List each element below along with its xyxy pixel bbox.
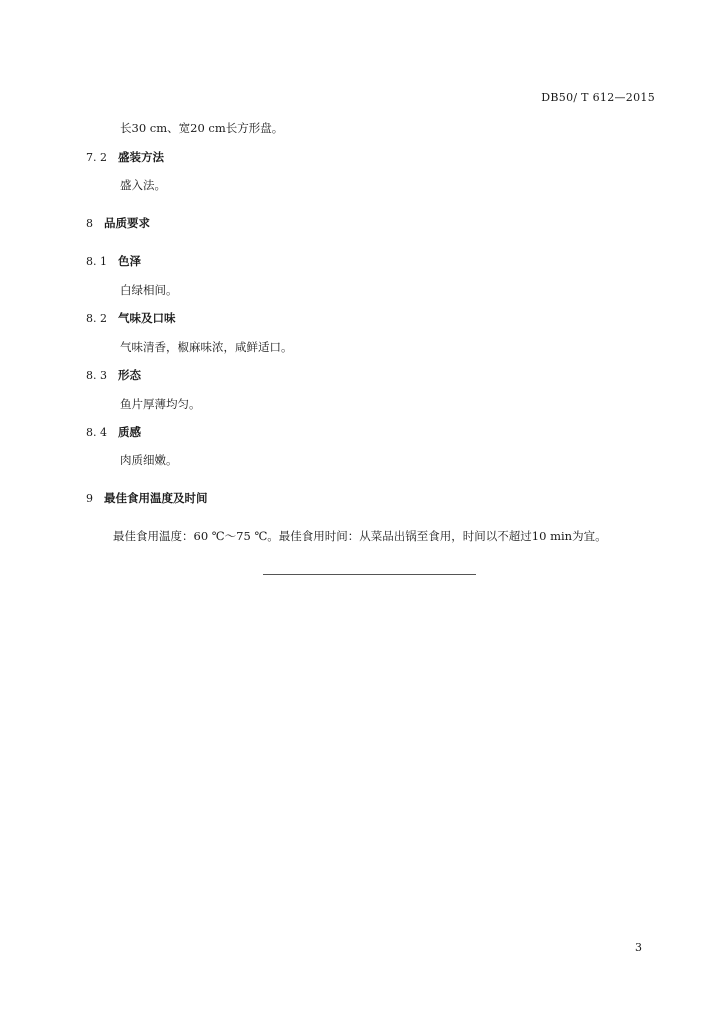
section-title: 形态: [118, 368, 141, 382]
paragraph-texture: 肉质细嫩。: [120, 453, 178, 467]
section-8-heading: [86, 215, 150, 231]
section-title: 气味及口味: [118, 311, 176, 325]
section-title: 色泽: [118, 254, 141, 268]
section-8-2-heading: [86, 310, 176, 326]
section-number: 7. 2: [86, 151, 107, 164]
paragraph-plate-size: 长30 cm、宽20 cm长方形盘。: [120, 121, 284, 135]
section-number: 8. 4: [86, 426, 107, 439]
paragraph-serving-method: 盛入法。: [120, 178, 166, 192]
section-8-4-heading: [86, 424, 141, 440]
section-title: 质感: [118, 425, 141, 439]
paragraph-best-eating-time: 最佳食用温度：60 ℃～75 ℃。最佳食用时间：从菜品出锅至食用，时间以不超过10 min为宜。: [113, 529, 607, 543]
section-number: 8: [86, 217, 93, 230]
paragraph-shape: 鱼片厚薄均匀。: [120, 397, 201, 411]
end-of-document-rule: [263, 574, 476, 575]
section-title: 盛装方法: [118, 150, 164, 164]
page-number: 3: [635, 941, 642, 954]
paragraph-smell-taste: 气味清香，椒麻味浓，咸鲜适口。: [120, 340, 293, 354]
section-9-heading: [86, 490, 208, 506]
section-8-3-heading: [86, 367, 141, 383]
section-number: 8. 2: [86, 312, 107, 325]
section-number: 8. 3: [86, 369, 107, 382]
section-7-2-heading: [86, 149, 164, 165]
standard-code: DB50/ T 612—2015: [541, 91, 655, 104]
section-number: 9: [86, 492, 93, 505]
section-number: 8. 1: [86, 255, 107, 268]
paragraph-color: 白绿相间。: [120, 283, 178, 297]
section-8-1-heading: [86, 253, 141, 269]
section-title: 最佳食用温度及时间: [104, 491, 208, 505]
section-title: 品质要求: [104, 216, 150, 230]
